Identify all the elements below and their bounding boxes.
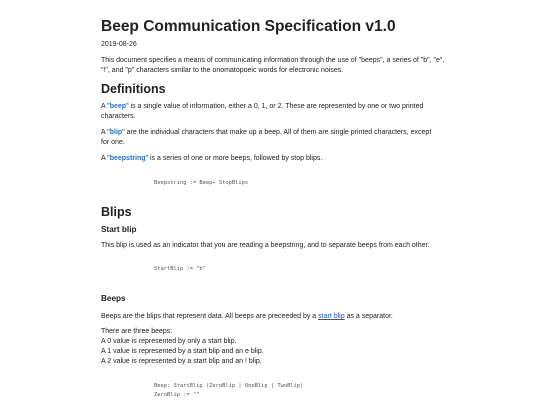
beeps-heading: Beeps xyxy=(101,294,126,303)
start-blip-text: This blip is used as an indicator that you are reading a beepstring, and to separate beeps from each other. xyxy=(101,242,430,249)
start-blip-link[interactable]: start blip xyxy=(318,313,345,320)
blip-definition-text: " are the individual characters that make up a beep. All of them are single printed characters, except for one. xyxy=(101,129,432,146)
beep-definition-open: A " xyxy=(101,103,110,110)
blips-heading: Blips xyxy=(101,205,132,219)
definitions-heading: Definitions xyxy=(101,82,166,96)
beeps-intro-text: Beeps are the blips that represent data. All beeps are preceeded by a xyxy=(101,313,319,320)
beepstring-term: beepstring xyxy=(109,155,146,162)
beep-definition xyxy=(101,102,436,122)
page-title: Beep Communication Specification v1.0 xyxy=(101,18,396,35)
beepstring-definition-text: " is a series of one or more beeps, followed by stop blips. xyxy=(145,155,323,162)
beep-code-line-2: ZeroBlip := "" xyxy=(154,392,200,398)
beepstring-code-block: Beepstring := Beep+ StopBlips xyxy=(154,180,249,186)
list-item: A 2 value is represented by a start blip and an ! blip. xyxy=(101,358,262,365)
beep-term: beep xyxy=(109,103,127,110)
document-date: 2019-08-26 xyxy=(101,41,137,48)
beeps-intro-text-end: as a separator. xyxy=(344,313,393,320)
blip-definition xyxy=(101,128,436,148)
blip-term: blip xyxy=(109,129,123,136)
intro-line-2: "!", and "p" characters similar to the onomatopoeic words for electronic noises. xyxy=(101,67,344,74)
beeps-list xyxy=(101,327,436,367)
beepstring-definition-open: A " xyxy=(101,155,110,162)
beepstring-definition xyxy=(101,154,436,164)
beep-definition-text: " is a single value of information, either a 0, 1, or 2. These are represented by one or two printed characters. xyxy=(101,103,424,120)
blip-definition-open: A " xyxy=(101,129,110,136)
start-blip-code-block: StartBlip := "b" xyxy=(154,266,206,272)
intro-line-1: This document specifies a means of communicating information through the use of "beeps", a series of "b", "e", xyxy=(101,57,445,64)
beeps-list-intro: There are three beeps: xyxy=(101,328,173,335)
list-item: A 1 value is represented by a start blip and an e blip. xyxy=(101,348,264,355)
list-item: A 0 value is represented by only a start blip. xyxy=(101,338,237,345)
beep-code-block xyxy=(154,382,303,400)
beep-code-line-1: Beep: StartBlip (ZeroBlip | OneBlip | TwoBlip) xyxy=(154,383,304,389)
intro-paragraph xyxy=(101,56,445,76)
beeps-intro xyxy=(101,312,436,322)
start-blip-heading: Start blip xyxy=(101,225,137,234)
